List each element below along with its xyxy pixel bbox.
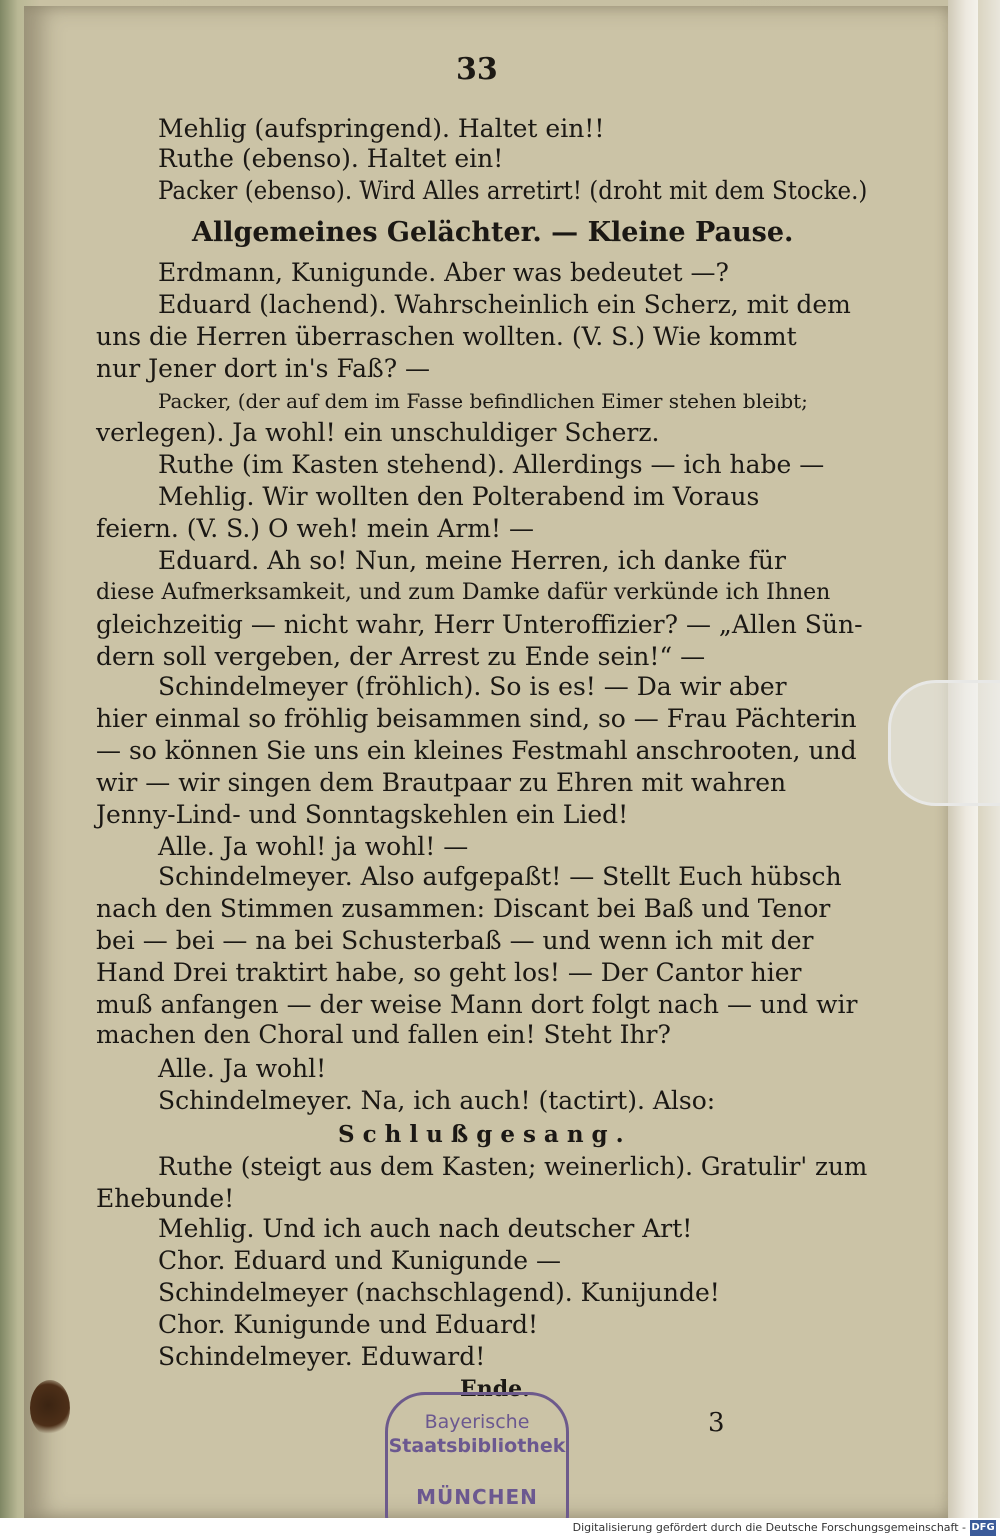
text-line: hier einmal so fröhlig beisammen sind, so — Frau Pächterin (96, 704, 857, 733)
section-heading: Schlußgesang. (338, 1121, 632, 1148)
text-line: dern soll vergeben, der Arrest zu Ende sein!“ — (96, 642, 706, 671)
text-line: Alle. Ja wohl! ja wohl! — (158, 832, 469, 861)
text-line: nur Jener dort in's Faß? — (96, 354, 431, 383)
text-line: Hand Drei traktirt habe, so geht los! — Der Cantor hier (96, 958, 802, 987)
stamp-line: Bayerische (424, 1411, 530, 1433)
stamp-line: Staatsbibliothek (388, 1435, 566, 1457)
library-stamp (385, 1392, 569, 1530)
text-line: Ruthe (ebenso). Haltet ein! (158, 144, 504, 173)
stage-direction-heading: Allgemeines Gelächter. — Kleine Pause. (192, 217, 794, 248)
text-line: Schindelmeyer. Na, ich auch! (tactirt). Also: (158, 1086, 716, 1115)
text-line: gleichzeitig — nicht wahr, Herr Unteroffizier? — „Allen Sün- (96, 610, 863, 639)
text-line: Schindelmeyer (nachschlagend). Kunijunde! (158, 1278, 720, 1307)
text-line: uns die Herren überraschen wollten. (V. S.) Wie kommt (96, 322, 797, 351)
text-line: — so können Sie uns ein kleines Festmahl anschrooten, und (96, 736, 857, 765)
text-line: Schindelmeyer (fröhlich). So is es! — Da wir aber (158, 672, 787, 701)
text-line: muß anfangen — der weise Mann dort folgt nach — und wir (96, 990, 858, 1019)
page-number: 33 (456, 52, 498, 87)
text-line: diese Aufmerksamkeit, und zum Damke dafür verkünde ich Ihnen (96, 580, 831, 605)
end-marker: Ende. (460, 1376, 530, 1402)
text-line: Mehlig. Wir wollten den Polterabend im Voraus (158, 482, 760, 511)
text-line: nach den Stimmen zusammen: Discant bei Baß und Tenor (96, 894, 831, 923)
ink-stain (30, 1380, 70, 1436)
footer-bar (0, 1518, 1000, 1540)
text-line: Packer, (der auf dem im Fasse befindlichen Eimer stehen bleibt; (158, 389, 808, 413)
text-line: wir — wir singen dem Brautpaar zu Ehren mit wahren (96, 768, 787, 797)
text-line: Schindelmeyer. Eduward! (158, 1342, 486, 1371)
text-line: Erdmann, Kunigunde. Aber was bedeutet —? (158, 258, 729, 287)
stamp-line: MÜNCHEN (416, 1485, 538, 1509)
text-line: feiern. (V. S.) O weh! mein Arm! — (96, 514, 534, 543)
text-line: verlegen). Ja wohl! ein unschuldiger Scherz. (96, 418, 660, 447)
text-line: Chor. Kunigunde und Eduard! (158, 1310, 539, 1339)
text-line: Packer (ebenso). Wird Alles arretirt! (droht mit dem Stocke.) (158, 176, 868, 205)
dfg-logo-icon: DFG (970, 1520, 996, 1536)
text-line: Schindelmeyer. Also aufgepaßt! — Stellt Euch hübsch (158, 862, 842, 891)
text-line: Chor. Eduard und Kunigunde — (158, 1246, 561, 1275)
text-line: machen den Choral und fallen ein! Steht Ihr? (96, 1020, 671, 1049)
text-line: Eduard (lachend). Wahrscheinlich ein Scherz, mit dem (158, 290, 851, 319)
text-line: Jenny-Lind- und Sonntagskehlen ein Lied! (96, 800, 629, 829)
footer-credit: Digitalisierung gefördert durch die Deutsche Forschungsgemeinschaft - (572, 1521, 966, 1534)
text-line: Alle. Ja wohl! (158, 1054, 327, 1083)
text-line: Eduard. Ah so! Nun, meine Herren, ich danke für (158, 546, 786, 575)
text-line: Ehebunde! (96, 1184, 235, 1213)
text-line: Ruthe (im Kasten stehend). Allerdings — ich habe — (158, 450, 825, 479)
text-line: Mehlig. Und ich auch nach deutscher Art! (158, 1214, 693, 1243)
text-line: bei — bei — na bei Schusterbaß — und wenn ich mit der (96, 926, 814, 955)
signature-number: 3 (708, 1408, 725, 1438)
text-line: Mehlig (aufspringend). Haltet ein!! (158, 114, 605, 143)
text-line: Ruthe (steigt aus dem Kasten; weinerlich). Gratulir' zum (158, 1152, 868, 1181)
